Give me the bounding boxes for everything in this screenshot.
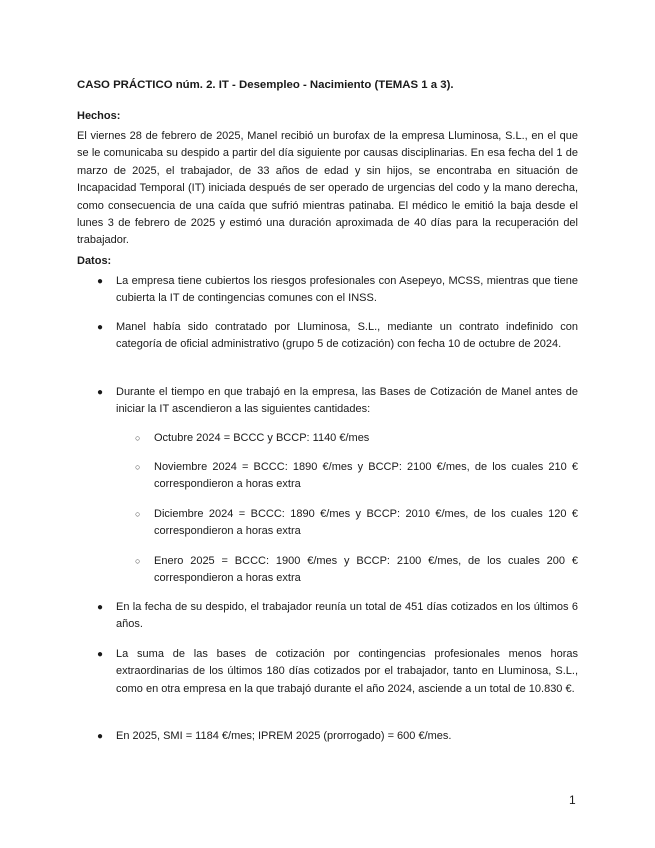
bullet-marker: ●	[97, 387, 104, 398]
bullet-marker: ●	[97, 649, 104, 660]
datos-bullet-smi-iprem: En 2025, SMI = 1184 €/mes; IPREM 2025 (prorrogado) = 600 €/mes.	[116, 730, 452, 742]
bullet-marker: ●	[97, 731, 104, 742]
hechos-paragraph: El viernes 28 de febrero de 2025, Manel recibió un burofax de la empresa Lluminosa, S.L., en el que se le comunicaba su despido a partir del día siguiente por causas disciplinarias. En esa fecha del 1 de marzo de 2025, el trabajador, de 33 años de edad y sin hijos, se encontraba en situación de Incapacidad Temporal (IT) iniciada después de ser operado de urgencias del codo y la mano derecha, como consecuencia de una caída que sufrió mientras patinaba. El médico le emitió la baja desde el lunes 3 de febrero de 2025 y estimó una duración aproximada de 40 días para la recuperación del trabajador.	[77, 130, 578, 247]
datos-bullet-contrato: Manel había sido contratado por Lluminosa, S.L., mediante un contrato indefinido con categoría de oficial administrativo (grupo 5 de cotización) con fecha 10 de octubre de 2024.	[116, 321, 578, 351]
bullet-marker: ●	[97, 276, 104, 287]
datos-bullet-dias-cotizados: En la fecha de su despido, el trabajador reunía un total de 451 días cotizados en los últimos 6 años.	[116, 601, 578, 631]
datos-heading: Datos:	[77, 255, 112, 267]
sub-bullet-octubre: Octubre 2024 = BCCC y BCCP: 1140 €/mes	[154, 432, 370, 444]
document-title: CASO PRÁCTICO núm. 2. IT - Desempleo - Nacimiento (TEMAS 1 a 3).	[77, 79, 454, 91]
sub-bullet-marker: ○	[135, 509, 141, 519]
hechos-heading: Hechos:	[77, 110, 121, 122]
sub-bullet-diciembre: Diciembre 2024 = BCCC: 1890 €/mes y BCCP: 2010 €/mes, de los cuales 120 € correspondieron a horas extra	[154, 508, 578, 538]
datos-bullet-bases: Durante el tiempo en que trabajó en la empresa, las Bases de Cotización de Manel antes de iniciar la IT ascendieron a las siguientes cantidades:	[116, 386, 578, 416]
sub-bullet-enero: Enero 2025 = BCCC: 1900 €/mes y BCCP: 2100 €/mes, de los cuales 200 € correspondieron a horas extra	[154, 555, 578, 585]
sub-bullet-marker: ○	[135, 433, 141, 443]
bullet-marker: ●	[97, 602, 104, 613]
datos-bullet-riesgos: La empresa tiene cubiertos los riesgos profesionales con Asepeyo, MCSS, mientras que tiene cubierta la IT de contingencias comunes con el INSS.	[116, 275, 578, 305]
datos-bullet-suma-bases: La suma de las bases de cotización por contingencias profesionales menos horas extraordinarias de los últimos 180 días cotizados por el trabajador, tanto en Lluminosa, S.L., como en otra empresa en la que trabajó durante el año 2024, asciende a un total de 10.830 €.	[116, 648, 578, 695]
sub-bullet-marker: ○	[135, 462, 141, 472]
page-number: 1	[569, 793, 576, 807]
bullet-marker: ●	[97, 322, 104, 333]
sub-bullet-marker: ○	[135, 556, 141, 566]
sub-bullet-noviembre: Noviembre 2024 = BCCC: 1890 €/mes y BCCP: 2100 €/mes, de los cuales 210 € correspondieron a horas extra	[154, 461, 578, 491]
